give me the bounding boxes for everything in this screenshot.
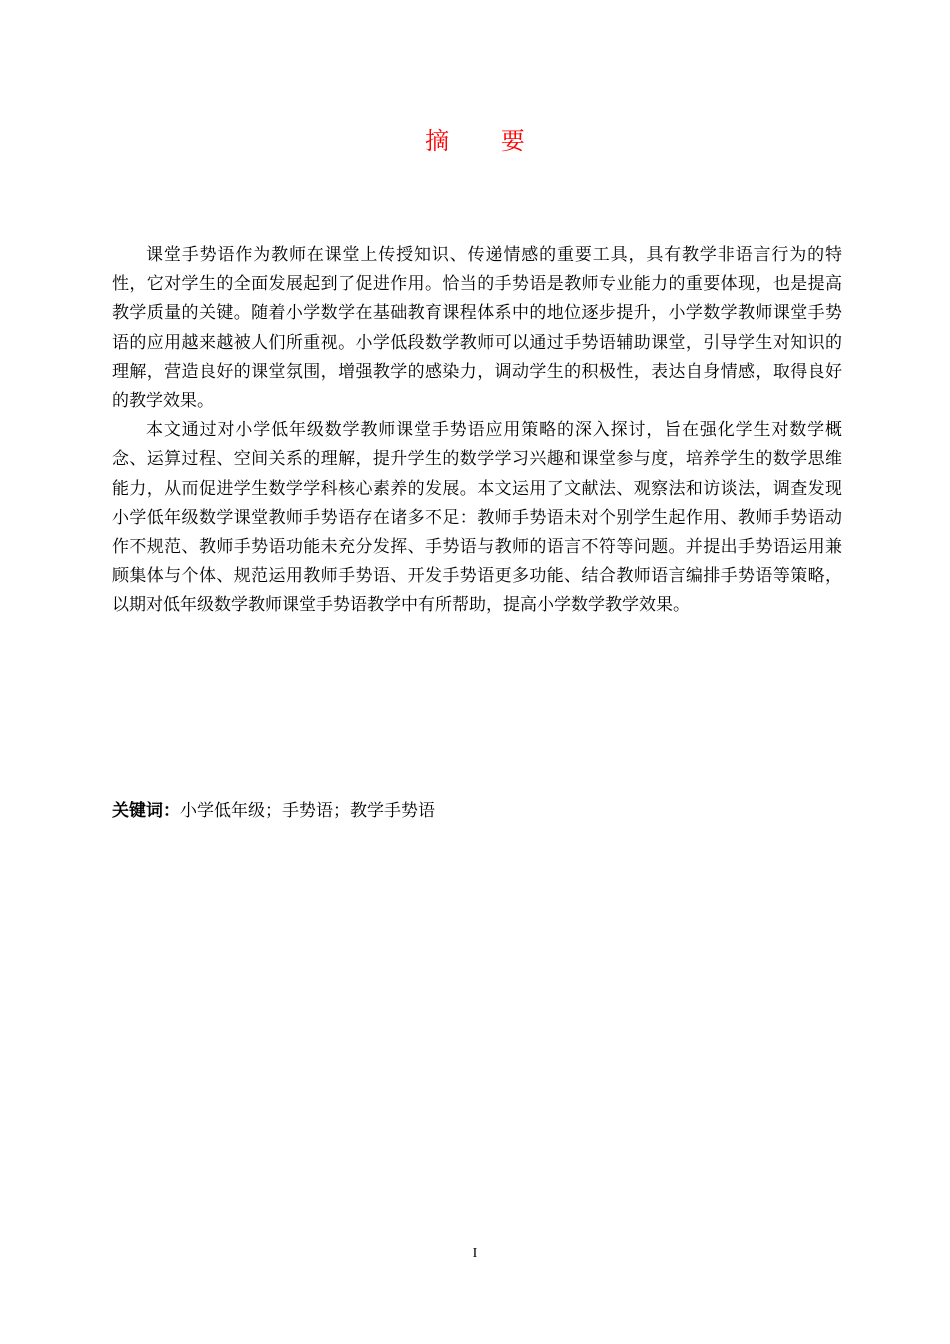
abstract-paragraph-2: 本文通过对小学低年级数学教师课堂手势语应用策略的深入探讨，旨在强化学生对数学概念、运算过程、空间关系的理解，提升学生的数学学习兴趣和课堂参与度，培养学生的数学思维能力，从而促进学生数学学科核心素养的发展。本文运用了文献法、观察法和访谈法，调查发现小学低年级数学课堂教师手势语存在诸多不足：教师手势语未对个别学生起作用、教师手势语动作不规范、教师手势语功能未充分发挥、手势语与教师的语言不符等问题。并提出手势语运用兼顾集体与个体、规范运用教师手势语、开发手势语更多功能、结合教师语言编排手势语等策略，以期对低年级数学教师课堂手势语教学中有所帮助，提高小学数学教学效果。 [112, 420, 842, 616]
abstract-title: 摘 要 [425, 127, 547, 155]
abstract-body [112, 241, 842, 621]
keywords-label: 关键词： [112, 801, 180, 821]
abstract-paragraph-1: 课堂手势语作为教师在课堂上传授知识、传递情感的重要工具，具有教学非语言行为的特性，它对学生的全面发展起到了促进作用。恰当的手势语是教师专业能力的重要体现，也是提高教学质量的关键。随着小学数学在基础教育课程体系中的地位逐步提升，小学数学教师课堂手势语的应用越来越被人们所重视。小学低段数学教师可以通过手势语辅助课堂，引导学生对知识的理解，营造良好的课堂氛围，增强教学的感染力，调动学生的积极性，表达自身情感，取得良好的教学效果。 [112, 245, 842, 412]
keywords-line [112, 797, 435, 826]
keywords-text: 小学低年级；手势语；教学手势语 [180, 801, 435, 821]
page-number: I [472, 1246, 478, 1261]
